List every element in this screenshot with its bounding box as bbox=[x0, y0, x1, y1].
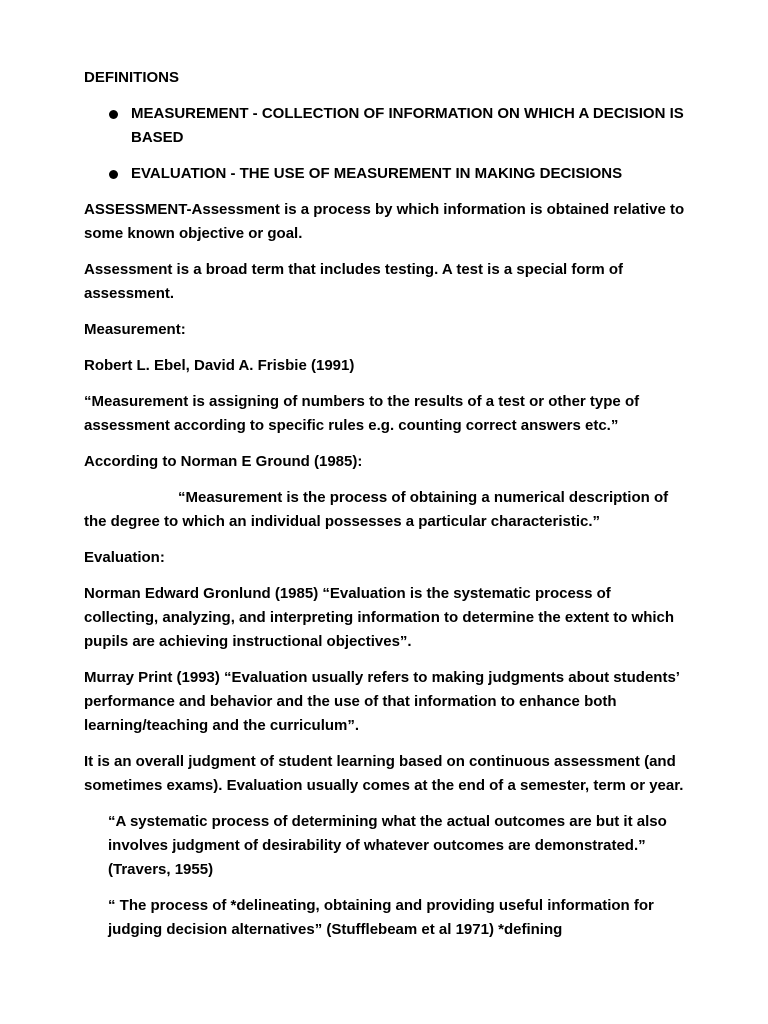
bullet-icon bbox=[109, 110, 118, 119]
bullet-icon bbox=[109, 170, 118, 179]
gronlund-definition: Norman Edward Gronlund (1985) “Evaluation is the systematic process of collecting, analyzing, and interpreting information to determine the extent to which pupils are achieving instructional objectives”. bbox=[84, 585, 675, 650]
overall-judgment: It is an overall judgment of student learning based on continuous assessment (and sometimes exams). Evaluation usually comes at the end of a semester, term or year. bbox=[84, 753, 684, 794]
ebel-reference: Robert L. Ebel, David A. Frisbie (1991) bbox=[84, 357, 355, 374]
ground-quote: “Measurement is the process of obtaining a numerical description of the degree to which an individual possesses a particular characteristic.” bbox=[84, 489, 669, 530]
definitions-list bbox=[84, 102, 688, 186]
ground-reference: According to Norman E Ground (1985): bbox=[84, 453, 363, 470]
definition-measurement: MEASUREMENT - COLLECTION OF INFORMATION ON WHICH A DECISION IS BASED bbox=[131, 105, 684, 146]
ebel-quote: “Measurement is assigning of numbers to the results of a test or other type of assessment according to specific rules e.g. counting correct answers etc.” bbox=[84, 393, 640, 434]
definition-evaluation: EVALUATION - THE USE OF MEASUREMENT IN MAKING DECISIONS bbox=[131, 165, 623, 182]
list-item bbox=[84, 102, 688, 150]
stufflebeam-quote: “ The process of *delineating, obtaining and providing useful information for judging decision alternatives” (Stufflebeam et al 1971) *defining bbox=[108, 897, 654, 938]
evaluation-label: Evaluation: bbox=[84, 549, 165, 566]
assessment-definition: ASSESSMENT-Assessment is a process by which information is obtained relative to some known objective or goal. bbox=[84, 201, 685, 242]
measurement-label: Measurement: bbox=[84, 321, 186, 338]
travers-quote: “A systematic process of determining what the actual outcomes are but it also involves judgment of desirability of whatever outcomes are demonstrated.” (Travers, 1955) bbox=[108, 813, 667, 878]
assessment-broad-term: Assessment is a broad term that includes testing. A test is a special form of assessment. bbox=[84, 261, 624, 302]
print-definition: Murray Print (1993) “Evaluation usually refers to making judgments about students’ performance and behavior and the use of that information to enhance both learning/teaching and the curriculum”. bbox=[84, 669, 680, 734]
list-item bbox=[84, 162, 688, 186]
document-heading: DEFINITIONS bbox=[84, 69, 180, 86]
